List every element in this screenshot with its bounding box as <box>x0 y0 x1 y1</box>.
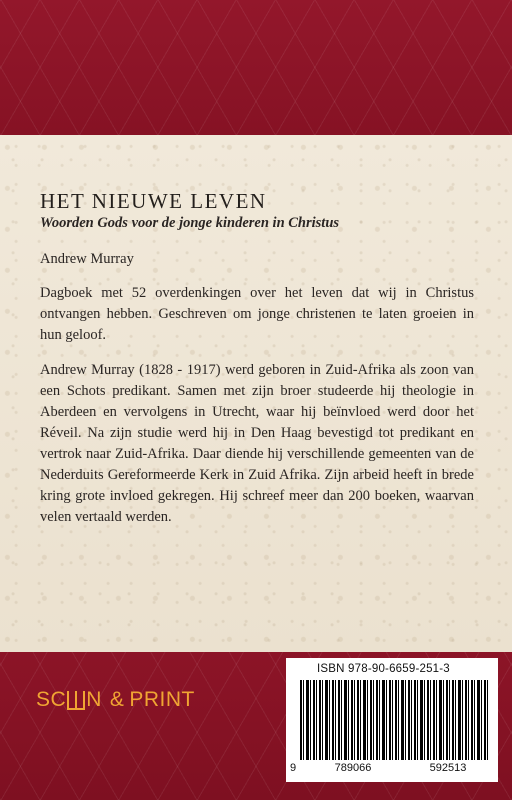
book-icon <box>67 691 85 710</box>
book-subtitle: Woorden Gods voor de jonge kinderen in Christus <box>40 215 340 231</box>
logo-text-n: N <box>86 688 102 711</box>
barcode-lead-digit: 9 <box>290 762 297 774</box>
logo-text-sc: SC <box>36 688 67 711</box>
barcode-digits <box>290 762 494 774</box>
isbn-label: ISBN 978-90-6659-251-3 <box>317 663 450 675</box>
book-author: Andrew Murray <box>40 251 134 267</box>
book-title: HET NIEUWE LEVEN <box>40 189 267 213</box>
isbn-barcode <box>286 658 498 782</box>
logo-text-print: PRINT <box>129 688 195 711</box>
description-paragraph: Dagboek met 52 overdenkingen over het leven dat wij in Christus ontvangen hebben. Geschreven om jonge christenen te laten groeien in hun geloof. <box>40 285 474 343</box>
logo-ampersand: & <box>109 688 125 711</box>
barcode-bars <box>300 680 490 760</box>
author-biography-paragraph: Andrew Murray (1828 - 1917) werd geboren in Zuid-Afrika als zoon van een Schots predikant. Samen met zijn broer studeerde hij theologie in Aberdeen en vervolgens in Utrecht, waar hij beïnvloed werd door het Réveil. Na zijn studie werd hij in Den Haag bevestigd tot predikant en vertrok naar Zuid-Afrika. Daar diende hij verschillende gemeenten van de Nederduits Gereformeerde Kerk in Zuid Afrika. Zijn arbeid heeft in brede kring grote invloed gekregen. Hij schreef meer dan 200 boeken, waarvan velen vertaald werden. <box>40 362 474 525</box>
barcode-right-digits: 592513 <box>429 762 467 774</box>
top-decorative-band <box>0 0 512 135</box>
barcode-left-digits: 789066 <box>334 762 372 774</box>
publisher-logo <box>36 686 195 714</box>
